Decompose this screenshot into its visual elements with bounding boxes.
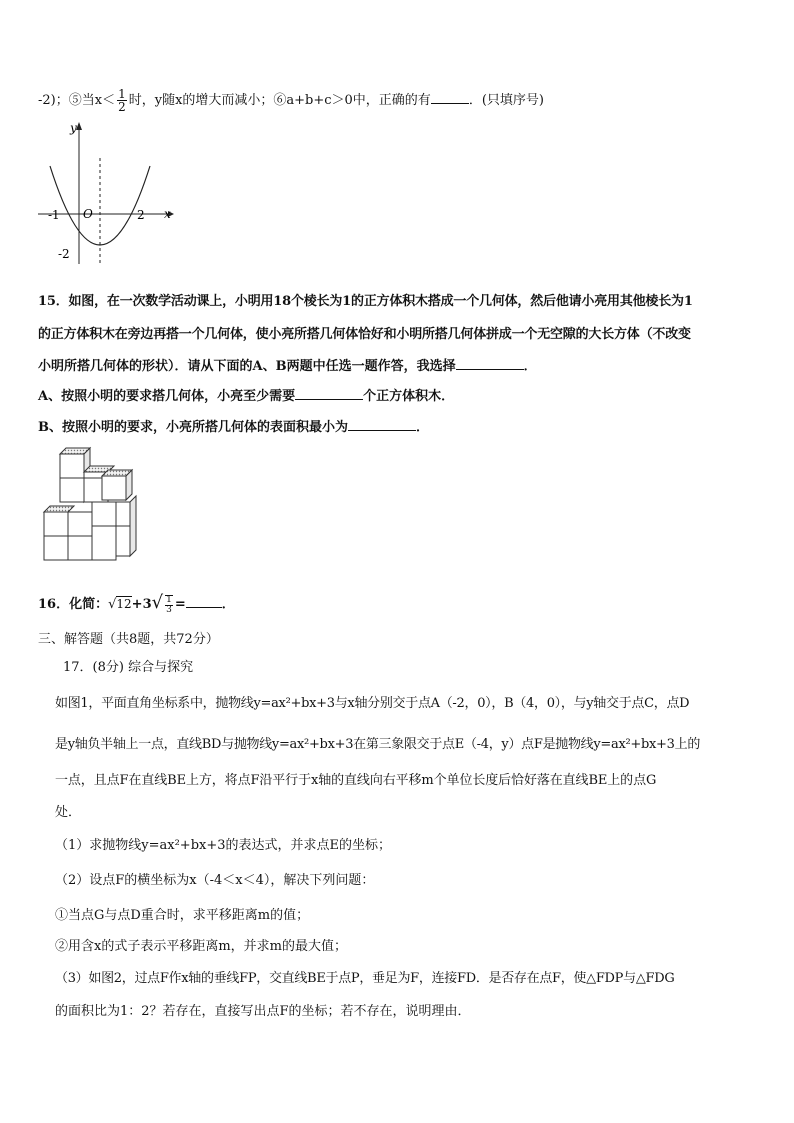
frac-numerator: 1 bbox=[118, 87, 126, 101]
option-b-end: ． bbox=[416, 420, 430, 435]
frac-numerator: 1 bbox=[166, 594, 172, 605]
tick-neg1: -1 bbox=[48, 208, 60, 222]
q14-line bbox=[38, 88, 544, 113]
q17-paragraph-2: 是y轴负半轴上一点，直线BD与抛物线y=ax²+bx+3在第三象限交于点E（-4，y）点F是抛物线y=ax²+bx+3上的 bbox=[55, 737, 701, 752]
q15-line2: 的正方体积木在旁边再搭一个几何体，使小亮所搭几何体恰好和小明所搭几何体拼成一个无空隙的大长方体（不改变 bbox=[38, 327, 691, 342]
q15-line3-text: 小明所搭几何体的形状）．请从下面的A、B两题中任选一题作答，我选择 bbox=[38, 359, 456, 374]
sqrt-frac: √ $\frac{1}{3}$ bbox=[151, 592, 172, 615]
section-3-heading: 三、解答题（共8题，共72分） bbox=[38, 632, 219, 647]
y-label: y bbox=[70, 121, 77, 135]
q17-sub2b: ②用含x的式子表示平移距离m，并求m的最大值； bbox=[55, 939, 347, 954]
x-label: x bbox=[164, 207, 171, 221]
cube-stack bbox=[44, 448, 136, 560]
radicand-12: 12 bbox=[116, 597, 132, 611]
answer-blank[interactable] bbox=[295, 387, 363, 400]
q15-line3-end: ． bbox=[523, 359, 537, 374]
q16-end: ． bbox=[221, 597, 235, 612]
option-b-text: B、按照小明的要求，小亮所搭几何体的表面积最小为 bbox=[38, 420, 348, 435]
option-a-end: 个正方体积木． bbox=[363, 389, 455, 404]
q17-title: 17．(8分) 综合与探究 bbox=[63, 660, 194, 675]
q16-plus3: +3 bbox=[131, 597, 152, 612]
answer-blank[interactable] bbox=[456, 357, 524, 370]
q17-sub3b: 的面积比为1：2？若存在，直接写出点F的坐标；若不存在，说明理由． bbox=[55, 1004, 471, 1019]
cube-figure bbox=[40, 446, 140, 564]
q15-line3 bbox=[38, 355, 537, 374]
q17-paragraph-1: 如图1，平面直角坐标系中，抛物线y=ax²+bx+3与x轴分别交于点A（-2，0），B（4，0），与y轴交于点C，点D bbox=[55, 696, 690, 711]
q17-sub2: （2）设点F的横坐标为x（-4＜x＜4），解决下列问题： bbox=[55, 873, 375, 888]
q14-prefix: -2)；⑤当x＜ bbox=[38, 93, 116, 108]
sqrt-12: √12 bbox=[108, 597, 132, 612]
answer-blank[interactable] bbox=[431, 91, 469, 104]
q17-sub3: （3）如图2，过点F作x轴的垂线FP，交直线BE于点P，垂足为F，连接FD．是否存在点F，使△FDP与△FDG bbox=[55, 971, 675, 986]
origin-label: O bbox=[83, 207, 93, 221]
q14-suffix: ．(只填序号) bbox=[468, 93, 544, 108]
q15-line1: 15．如图，在一次数学活动课上，小明用18个棱长为1的正方体积木搭成一个几何体，然后他请小亮用其他棱长为1 bbox=[38, 294, 693, 309]
q16-equals: = bbox=[174, 597, 186, 612]
tick-pos2: 2 bbox=[137, 208, 145, 222]
q16-label: 16．化简： bbox=[38, 597, 109, 612]
q15-option-b bbox=[38, 416, 429, 435]
q17-paragraph-3: 一点，且点F在直线BE上方，将点F沿平行于x轴的直线向右平移m个单位长度后恰好落在直线BE上的点G bbox=[55, 773, 657, 788]
option-a-text: A、按照小明的要求搭几何体，小亮至少需要 bbox=[38, 389, 296, 404]
answer-blank[interactable] bbox=[186, 595, 222, 608]
q17-sub1: （1）求抛物线y=ax²+bx+3的表达式，并求点E的坐标； bbox=[55, 838, 392, 853]
answer-blank[interactable] bbox=[348, 418, 416, 431]
q17-paragraph-4: 处． bbox=[55, 805, 82, 820]
q17-sub2a: ①当点G与点D重合时，求平移距离m的值； bbox=[55, 908, 310, 923]
q14-fraction bbox=[117, 88, 127, 113]
q14-middle: 时，y随x的增大而减小；⑥a+b+c＞0中，正确的有 bbox=[128, 93, 431, 108]
frac-denominator: 3 bbox=[166, 604, 172, 615]
tick-neg2: -2 bbox=[58, 247, 70, 261]
q16-line bbox=[38, 592, 235, 615]
parabola-graph bbox=[36, 118, 176, 268]
y-axis-arrow bbox=[76, 122, 82, 130]
frac-denominator: 2 bbox=[118, 100, 126, 114]
q15-option-a bbox=[38, 385, 454, 404]
